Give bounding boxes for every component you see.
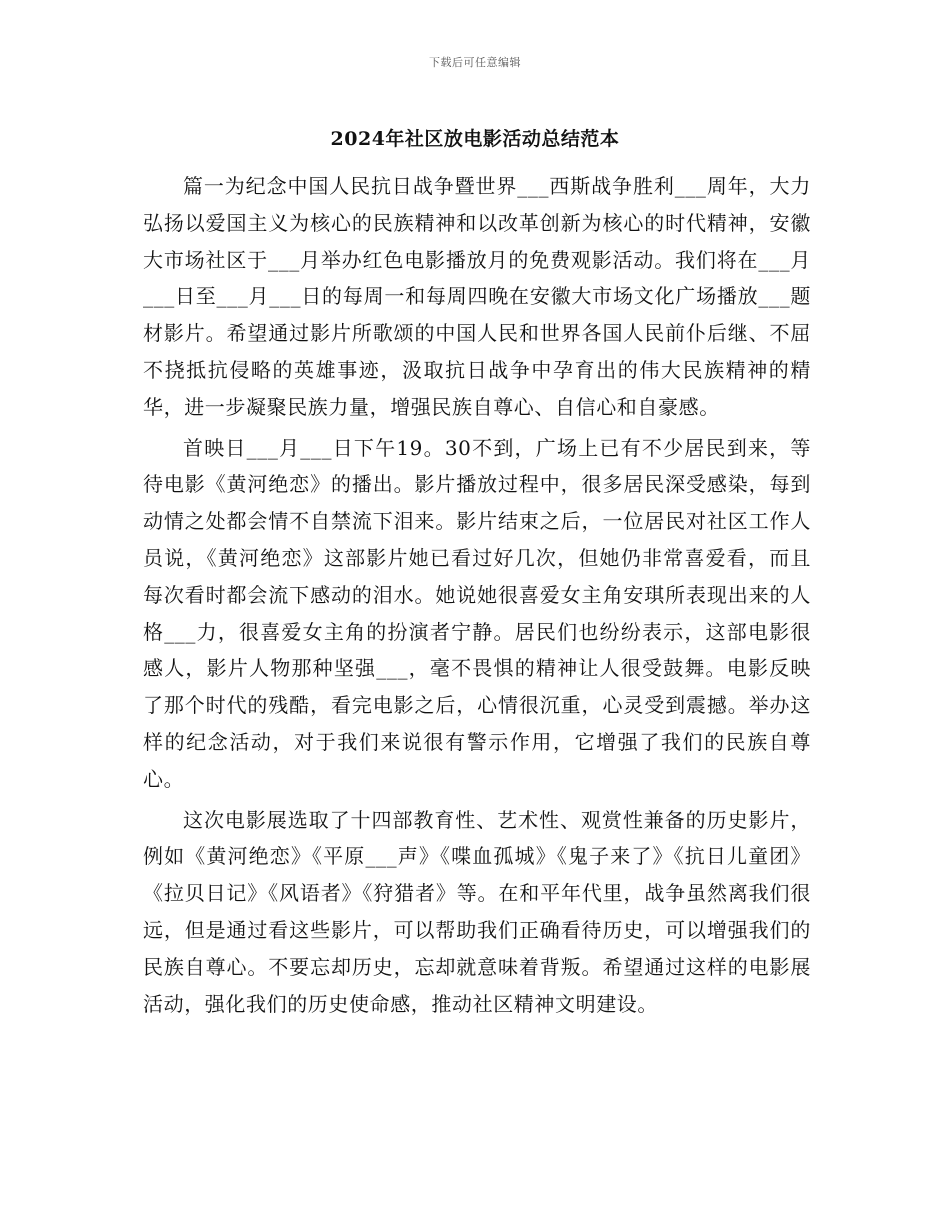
paragraph-1: 篇一为纪念中国人民抗日战争暨世界___西斯战争胜利___周年，大力弘扬以爱国主义为核心的民族精神和以改革创新为核心的时代精神，安徽大市场社区于___月举办红色电影播放月的免费观影活动。我们将在___月___日至___月___日的每周一和每周四晚在安徽大市场文化广场播放___题材影片。希望通过影片所歌颂的中国人民和世界各国人民前仆后继、不屈不挠抵抗侵略的英雄事迹，汲取抗日战争中孕育出的伟大民族精神的精华，进一步凝聚民族力量，增强民族自尊心、自信心和自豪感。 (143, 174, 811, 419)
page-header-note: 下载后可任意编辑 (429, 56, 521, 69)
document-title: 2024年社区放电影活动总结范本 (330, 128, 620, 150)
document-body (143, 168, 811, 1026)
paragraph-3: 这次电影展选取了十四部教育性、艺术性、观赏性兼备的历史影片，例如《黄河绝恋》《平原___声》《喋血孤城》《鬼子来了》《抗日儿童团》《拉贝日记》《风语者》《狩猎者》等。在和平年代里，战争虽然离我们很远，但是通过看这些影片，可以帮助我们正确看待历史，可以增强我们的民族自尊心。不要忘却历史，忘却就意味着背叛。希望通过这样的电影展活动，强化我们的历史使命感，推动社区精神文明建设。 (143, 807, 811, 1016)
paragraph-2: 首映日___月___日下午19。30不到，广场上已有不少居民到来，等待电影《黄河绝恋》的播出。影片播放过程中，很多居民深受感染，每到动情之处都会情不自禁流下泪来。影片结束之后，一位居民对社区工作人员说，《黄河绝恋》这部影片她已看过好几次，但她仍非常喜爱看，而且每次看时都会流下感动的泪水。她说她很喜爱女主角安琪所表现出来的人格___力，很喜爱女主角的扮演者宁静。居民们也纷纷表示，这部电影很感人，影片人物那种坚强___，毫不畏惧的精神让人很受鼓舞。电影反映了那个时代的残酷，看完电影之后，心情很沉重，心灵受到震撼。举办这样的纪念活动，对于我们来说很有警示作用，它增强了我们的民族自尊心。 (143, 435, 811, 791)
